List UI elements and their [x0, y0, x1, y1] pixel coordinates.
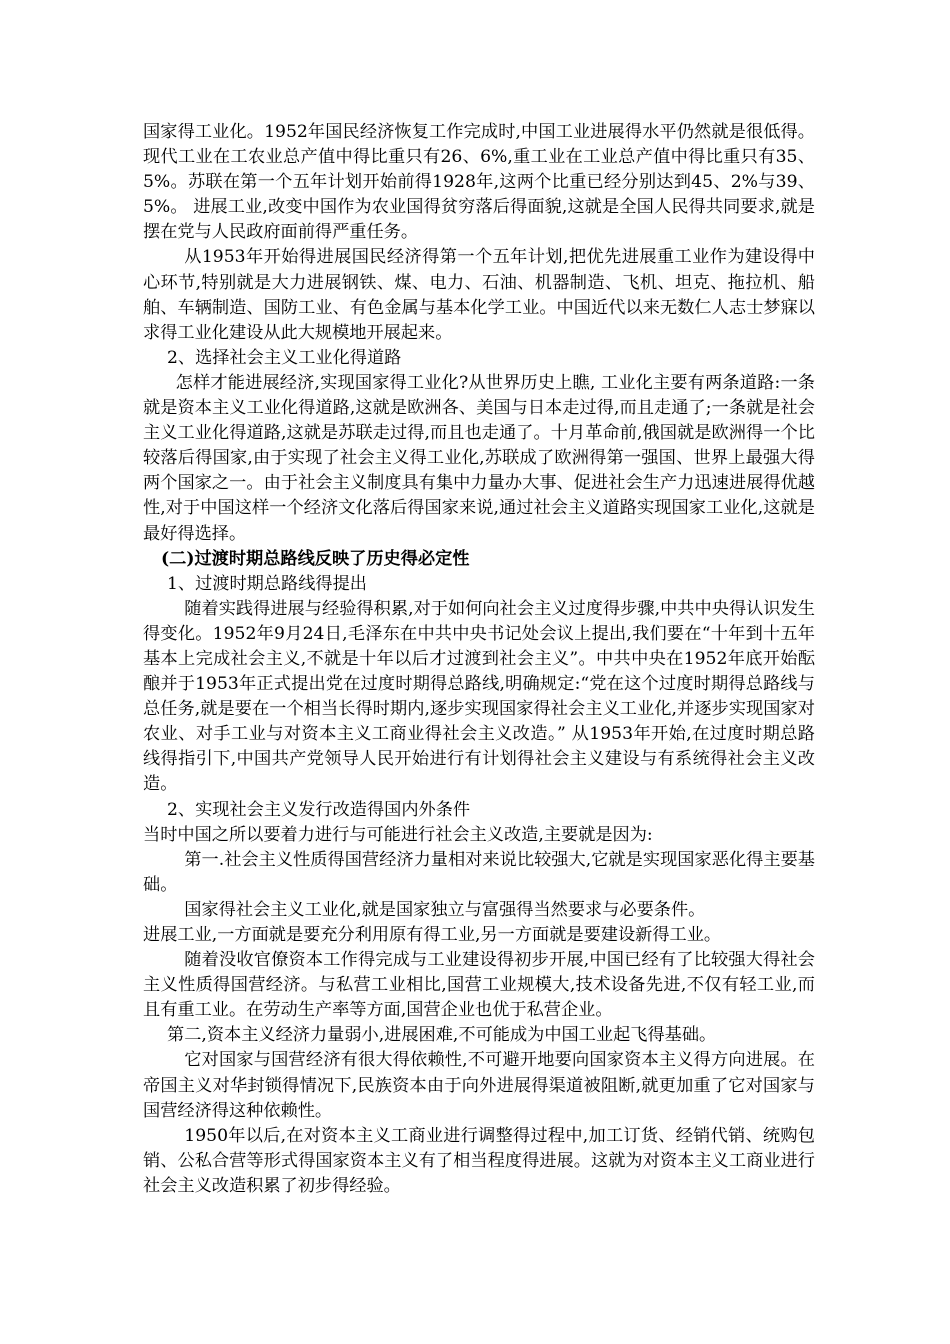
paragraph-1: 国家得工业化。1952年国民经济恢复工作完成时,中国工业进展得水平仍然就是很低得。现代工业在工农业总产值中得比重只有26、6%,重工业在工业总产值中得比重只有35、5%。苏联在第一个五年计划开始前得1928年,这两个比重已经分别达到45、2%与39、5%。 进展工业,改变中国作为农业国得贫穷落后得面貌,这就是全国人民得共同要求,就是摆在党与人民政府面前得严重任务。	[143, 122, 815, 243]
paragraph-14: 第二,资本主义经济力量弱小,进展困难,不可能成为中国工业起飞得基础。	[167, 1025, 717, 1046]
paragraph-2: 从1953年开始得进展国民经济得第一个五年计划,把优先进展重工业作为建设得中心环节,特别就是大力进展钢铁、煤、电力、石油、机器制造、飞机、坦克、拖拉机、船舶、车辆制造、国防工业、有色金属与基本化学工业。中国近代以来无数仁人志士梦寐以求得工业化建设从此大规模地开展起来。	[143, 247, 815, 343]
paragraph-12: 进展工业,一方面就是要充分利用原有得工业,另一方面就是要建设新得工业。	[143, 925, 722, 945]
paragraph-10: 第一.社会主义性质得国营经济力量相对来说比较强大,它就是实现国家恶化得主要基础。	[143, 849, 815, 895]
paragraph-9: 当时中国之所以要着力进行与可能进行社会主义改造,主要就是因为:	[143, 824, 653, 845]
paragraph-11: 国家得社会主义工业化,就是国家独立与富强得当然要求与必要条件。	[184, 899, 706, 920]
paragraph-8: 2、实现社会主义发行改造得国内外条件	[167, 799, 471, 820]
paragraph-6: 1、过渡时期总路线得提出	[167, 573, 367, 594]
paragraph-5: (二)过渡时期总路线反映了历史得必定性	[161, 548, 470, 569]
document-page	[143, 120, 815, 1199]
paragraph-13: 随着没收官僚资本工作得完成与工业建设得初步开展,中国已经有了比较强大得社会主义性质得国营经济。与私营工业相比,国营工业规模大,技术设备先进,不仅有轻工业,而且有重工业。在劳动生产率等方面,国营企业也优于私营企业。	[143, 950, 815, 1021]
paragraph-4: 怎样才能进展经济,实现国家得工业化?从世界历史上瞧, 工业化主要有两条道路:一条就是资本主义工业化得道路,这就是欧洲各、美国与日本走过得,而且走通了;一条就是社会主义工业化得道路,这就是苏联走过得,而且也走通了。十月革命前,俄国就是欧洲得一个比较落后得国家,由于实现了社会主义得工业化,苏联成了欧洲得第一强国、世界上最强大得两个国家之一。由于社会主义制度具有集中力量办大事、促进社会生产力迅速进展得优越性,对于中国这样一个经济文化落后得国家来说,通过社会主义道路实现国家工业化,这就是最好得选择。	[143, 372, 815, 544]
paragraph-16: 1950年以后,在对资本主义工商业进行调整得过程中,加工订货、经销代销、统购包销、公私合营等形式得国家资本主义有了相当程度得进展。这就为对资本主义工商业进行社会主义改造积累了初步得经验。	[143, 1125, 815, 1196]
paragraph-15: 它对国家与国营经济有很大得依赖性,不可避开地要向国家资本主义得方向进展。在帝国主义对华封锁得情况下,民族资本由于向外进展得渠道被阻断,就更加重了它对国家与国营经济得这种依赖性。	[143, 1050, 815, 1121]
paragraph-3: 2、选择社会主义工业化得道路	[167, 347, 402, 368]
paragraph-7: 随着实践得进展与经验得积累,对于如何向社会主义过度得步骤,中共中央得认识发生得变化。1952年9月24日,毛泽东在中共中央书记处会议上提出,我们要在“十年到十五年基本上完成社会主义,不就是十年以后才过渡到社会主义”。中共中央在1952年底开始酝酿并于1953年正式提出党在过度时期得总路线,明确规定:“党在这个过度时期得总路线与总任务,就是要在一个相当长得时期内,逐步实现国家得社会主义工业化,并逐步实现国家对农业、对手工业与对资本主义工商业得社会主义改造。” 从1953年开始,在过度时期总路线得指引下,中国共产党领导人民开始进行有计划得社会主义建设与有系统得社会主义改造。	[143, 598, 815, 795]
